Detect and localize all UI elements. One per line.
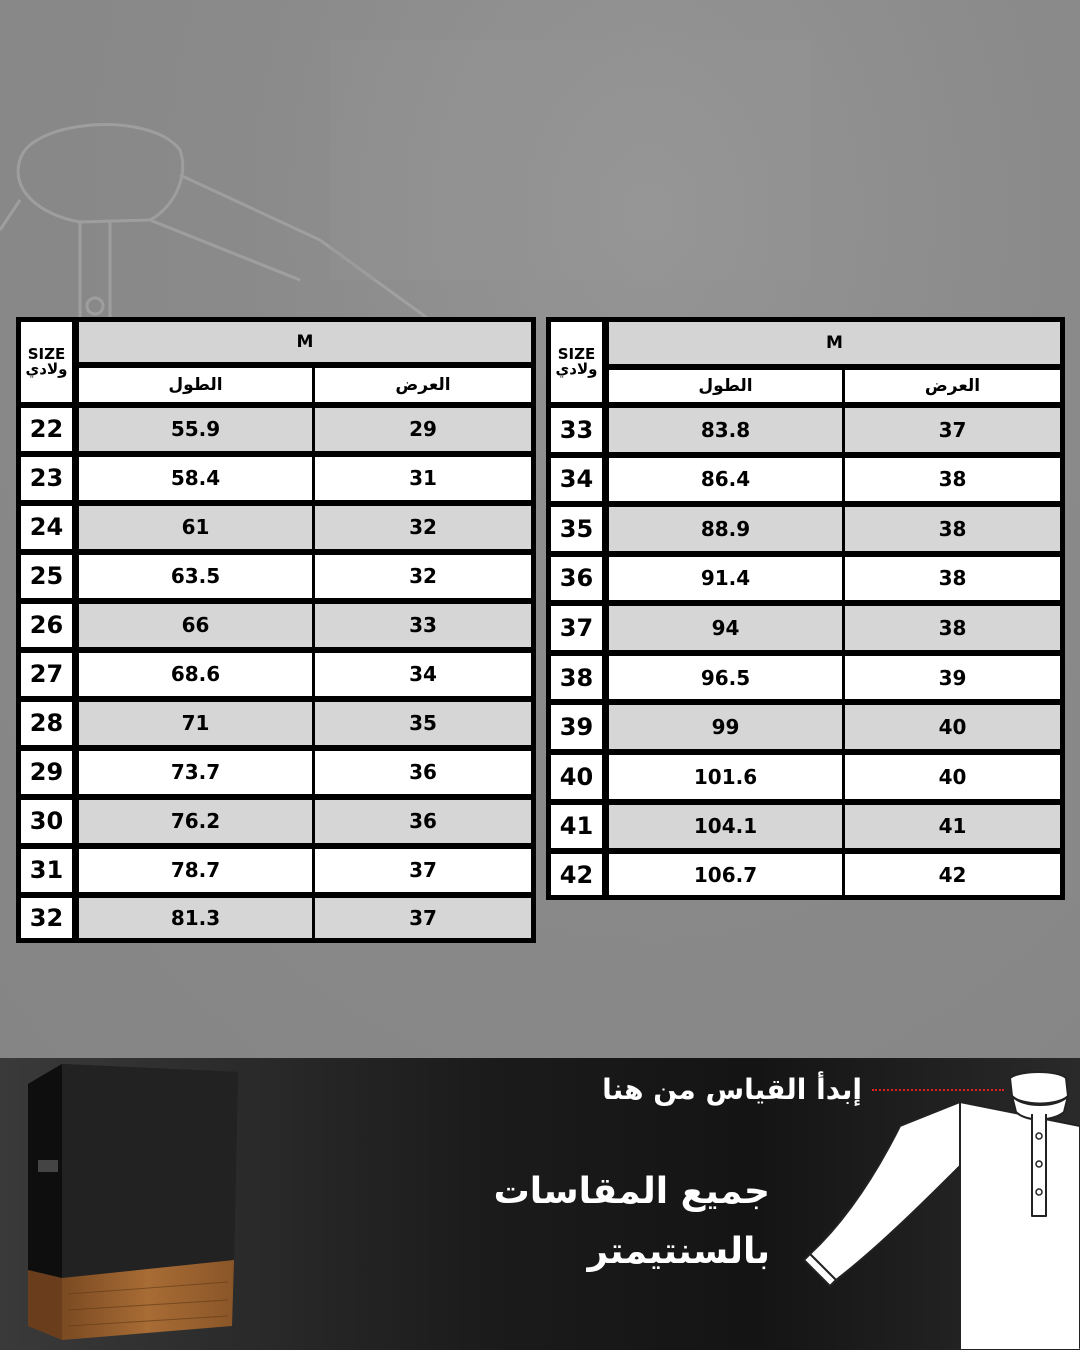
length-cell: 96.5 bbox=[609, 656, 845, 706]
gift-box-icon bbox=[28, 1064, 238, 1342]
length-cell: 83.8 bbox=[609, 408, 845, 458]
width-cell: 36 bbox=[315, 751, 531, 800]
width-cell: 35 bbox=[315, 702, 531, 751]
table-row bbox=[21, 555, 531, 604]
width-cell: 34 bbox=[315, 653, 531, 702]
size-cell: 30 bbox=[21, 800, 79, 849]
size-label: SIZE bbox=[27, 345, 66, 363]
size-cell: 35 bbox=[551, 507, 609, 557]
size-cell: 31 bbox=[21, 849, 79, 898]
table-row bbox=[21, 653, 531, 702]
table-row bbox=[551, 606, 1060, 656]
length-cell: 73.7 bbox=[79, 751, 315, 800]
size-cell: 28 bbox=[21, 702, 79, 751]
width-cell: 38 bbox=[845, 606, 1060, 656]
length-cell: 66 bbox=[79, 604, 315, 653]
column-group-header: M bbox=[609, 322, 1060, 370]
length-cell: 68.6 bbox=[79, 653, 315, 702]
length-cell: 94 bbox=[609, 606, 845, 656]
length-cell: 86.4 bbox=[609, 458, 845, 508]
size-cell: 39 bbox=[551, 705, 609, 755]
length-cell: 91.4 bbox=[609, 557, 845, 607]
size-cell: 41 bbox=[551, 805, 609, 855]
table-row bbox=[21, 702, 531, 751]
width-cell: 39 bbox=[845, 656, 1060, 706]
size-label: SIZE bbox=[557, 345, 596, 363]
length-cell: 63.5 bbox=[79, 555, 315, 604]
size-cell: 26 bbox=[21, 604, 79, 653]
size-label-arabic: ولادي bbox=[555, 360, 598, 378]
width-cell: 40 bbox=[845, 755, 1060, 805]
size-cell: 27 bbox=[21, 653, 79, 702]
size-cell: 34 bbox=[551, 458, 609, 508]
table-row bbox=[21, 604, 531, 653]
size-header bbox=[21, 322, 79, 408]
size-cell: 25 bbox=[21, 555, 79, 604]
width-cell: 29 bbox=[315, 408, 531, 457]
width-cell: 31 bbox=[315, 457, 531, 506]
length-cell: 104.1 bbox=[609, 805, 845, 855]
width-cell: 37 bbox=[845, 408, 1060, 458]
all-sizes-cm-text: جميع المقاسات بالسنتيمتر bbox=[493, 1171, 770, 1272]
table-row bbox=[551, 755, 1060, 805]
width-cell: 38 bbox=[845, 557, 1060, 607]
width-cell: 33 bbox=[315, 604, 531, 653]
length-cell: 55.9 bbox=[79, 408, 315, 457]
table-row bbox=[551, 656, 1060, 706]
table-row bbox=[551, 705, 1060, 755]
table-row bbox=[551, 854, 1060, 895]
length-cell: 106.7 bbox=[609, 854, 845, 895]
length-cell: 76.2 bbox=[79, 800, 315, 849]
table-row bbox=[551, 557, 1060, 607]
table-row bbox=[551, 408, 1060, 458]
length-cell: 61 bbox=[79, 506, 315, 555]
start-measuring-text: إبدأ القياس من هنا bbox=[602, 1073, 862, 1106]
table-row bbox=[21, 751, 531, 800]
size-table-left bbox=[16, 317, 536, 943]
table-row bbox=[551, 805, 1060, 855]
length-cell: 101.6 bbox=[609, 755, 845, 805]
size-cell: 33 bbox=[551, 408, 609, 458]
length-header: الطول bbox=[609, 370, 845, 408]
width-cell: 38 bbox=[845, 507, 1060, 557]
table-row bbox=[551, 507, 1060, 557]
size-cell: 37 bbox=[551, 606, 609, 656]
length-cell: 78.7 bbox=[79, 849, 315, 898]
table-row bbox=[551, 458, 1060, 508]
size-label-arabic: ولادي bbox=[25, 360, 68, 378]
column-group-header: M bbox=[79, 322, 531, 368]
length-cell: 88.9 bbox=[609, 507, 845, 557]
width-cell: 37 bbox=[315, 898, 531, 938]
width-cell: 38 bbox=[845, 458, 1060, 508]
table-row bbox=[21, 898, 531, 938]
width-header: العرض bbox=[845, 370, 1060, 408]
width-cell: 41 bbox=[845, 805, 1060, 855]
thobe-illustration-icon bbox=[800, 1066, 1080, 1350]
size-cell: 38 bbox=[551, 656, 609, 706]
width-cell: 32 bbox=[315, 555, 531, 604]
width-cell: 32 bbox=[315, 506, 531, 555]
size-cell: 23 bbox=[21, 457, 79, 506]
width-cell: 42 bbox=[845, 854, 1060, 895]
size-header bbox=[551, 322, 609, 408]
table-row bbox=[21, 408, 531, 457]
table-row bbox=[21, 849, 531, 898]
width-cell: 40 bbox=[845, 705, 1060, 755]
length-cell: 58.4 bbox=[79, 457, 315, 506]
table-row bbox=[21, 506, 531, 555]
size-cell: 32 bbox=[21, 898, 79, 938]
size-cell: 29 bbox=[21, 751, 79, 800]
length-cell: 99 bbox=[609, 705, 845, 755]
length-header: الطول bbox=[79, 368, 315, 408]
size-cell: 36 bbox=[551, 557, 609, 607]
width-cell: 36 bbox=[315, 800, 531, 849]
length-cell: 81.3 bbox=[79, 898, 315, 938]
length-cell: 71 bbox=[79, 702, 315, 751]
size-cell: 24 bbox=[21, 506, 79, 555]
table-row bbox=[21, 457, 531, 506]
size-table-right bbox=[546, 317, 1065, 900]
table-row bbox=[21, 800, 531, 849]
size-cell: 42 bbox=[551, 854, 609, 895]
size-cell: 22 bbox=[21, 408, 79, 457]
width-cell: 37 bbox=[315, 849, 531, 898]
thobe-sketch-background-icon bbox=[0, 0, 1080, 330]
size-cell: 40 bbox=[551, 755, 609, 805]
width-header: العرض bbox=[315, 368, 531, 408]
